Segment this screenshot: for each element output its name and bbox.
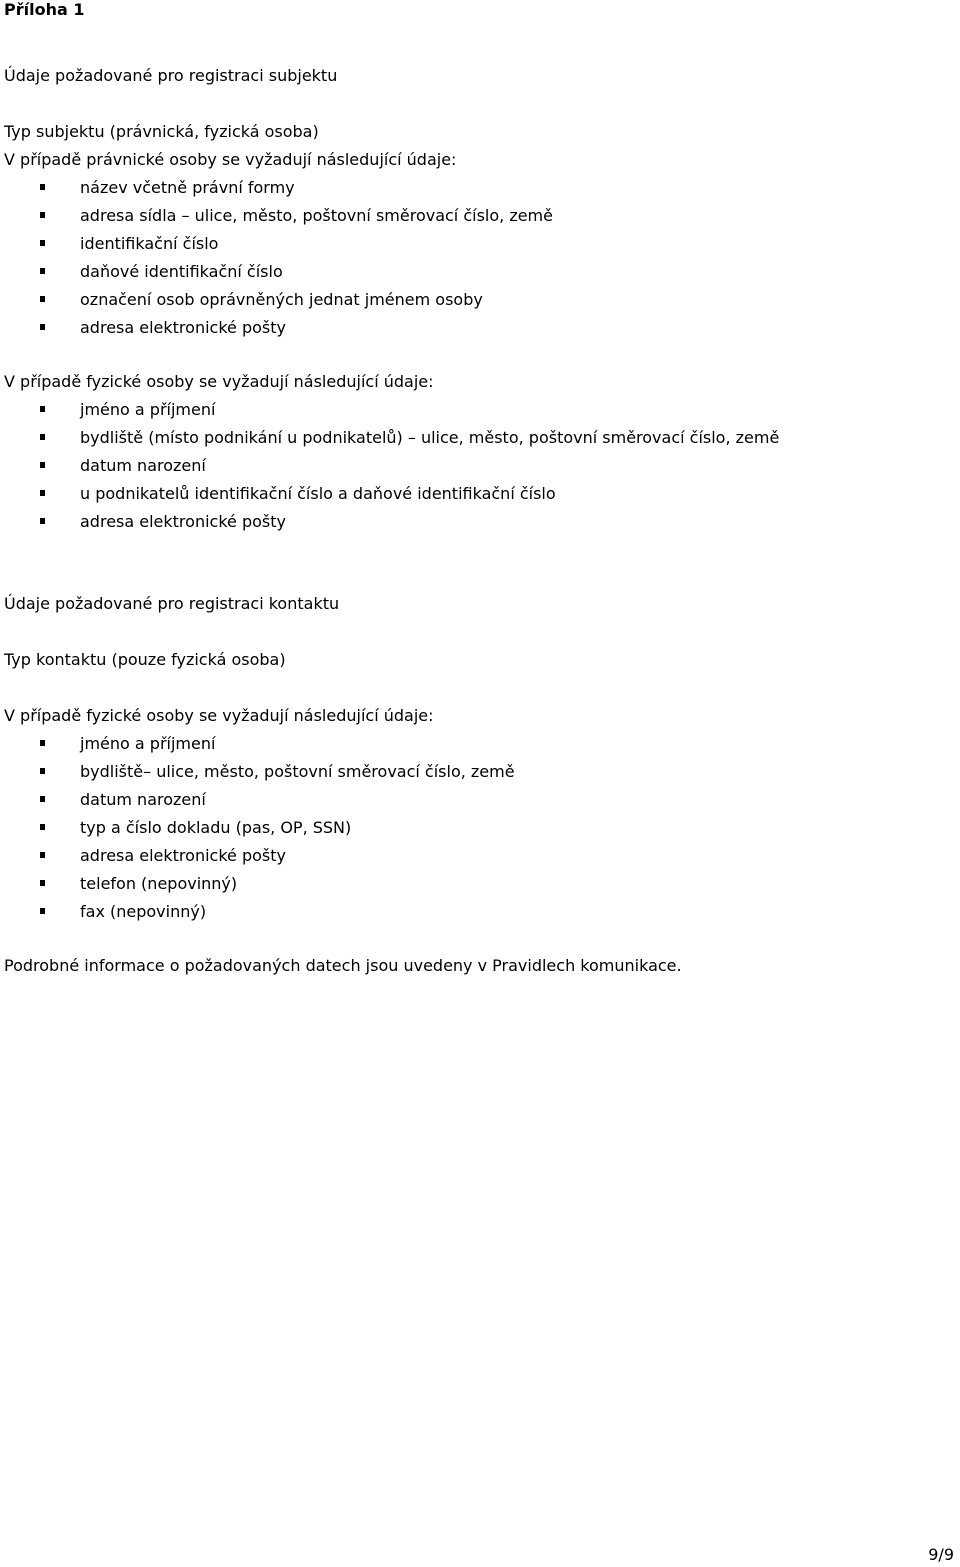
- bullet-icon: [40, 518, 45, 524]
- legal-person-intro: V případě právnické osoby se vyžadují následující údaje:: [4, 150, 457, 169]
- bullet-icon: [40, 824, 45, 830]
- contact-type-line: Typ kontaktu (pouze fyzická osoba): [4, 650, 286, 669]
- contact-natural-person-intro: V případě fyzické osoby se vyžadují následující údaje:: [4, 706, 434, 725]
- bullet-icon: [40, 240, 45, 246]
- natural-person-intro: V případě fyzické osoby se vyžadují následující údaje:: [4, 372, 434, 391]
- bullet-icon: [40, 268, 45, 274]
- bullet-icon: [40, 768, 45, 774]
- bullet-icon: [40, 462, 45, 468]
- bullet-icon: [40, 184, 45, 190]
- bullet-icon: [40, 880, 45, 886]
- bullet-icon: [40, 324, 45, 330]
- bullet-icon: [40, 406, 45, 412]
- bullet-icon: [40, 908, 45, 914]
- bullet-icon: [40, 212, 45, 218]
- bullet-icon: [40, 852, 45, 858]
- bullet-icon: [40, 434, 45, 440]
- bullet-icon: [40, 796, 45, 802]
- bullet-icon: [40, 490, 45, 496]
- document-title: Příloha 1: [4, 0, 85, 19]
- contact-section-heading: Údaje požadované pro registraci kontaktu: [4, 594, 340, 613]
- subject-type-line: Typ subjektu (právnická, fyzická osoba): [4, 122, 319, 141]
- subject-section-heading: Údaje požadované pro registraci subjektu: [4, 66, 338, 85]
- bullet-icon: [40, 296, 45, 302]
- page-number: 9/9: [928, 1545, 954, 1564]
- bullet-icon: [40, 740, 45, 746]
- footer-note: Podrobné informace o požadovaných datech jsou uvedeny v Pravidlech komunikace.: [4, 956, 682, 975]
